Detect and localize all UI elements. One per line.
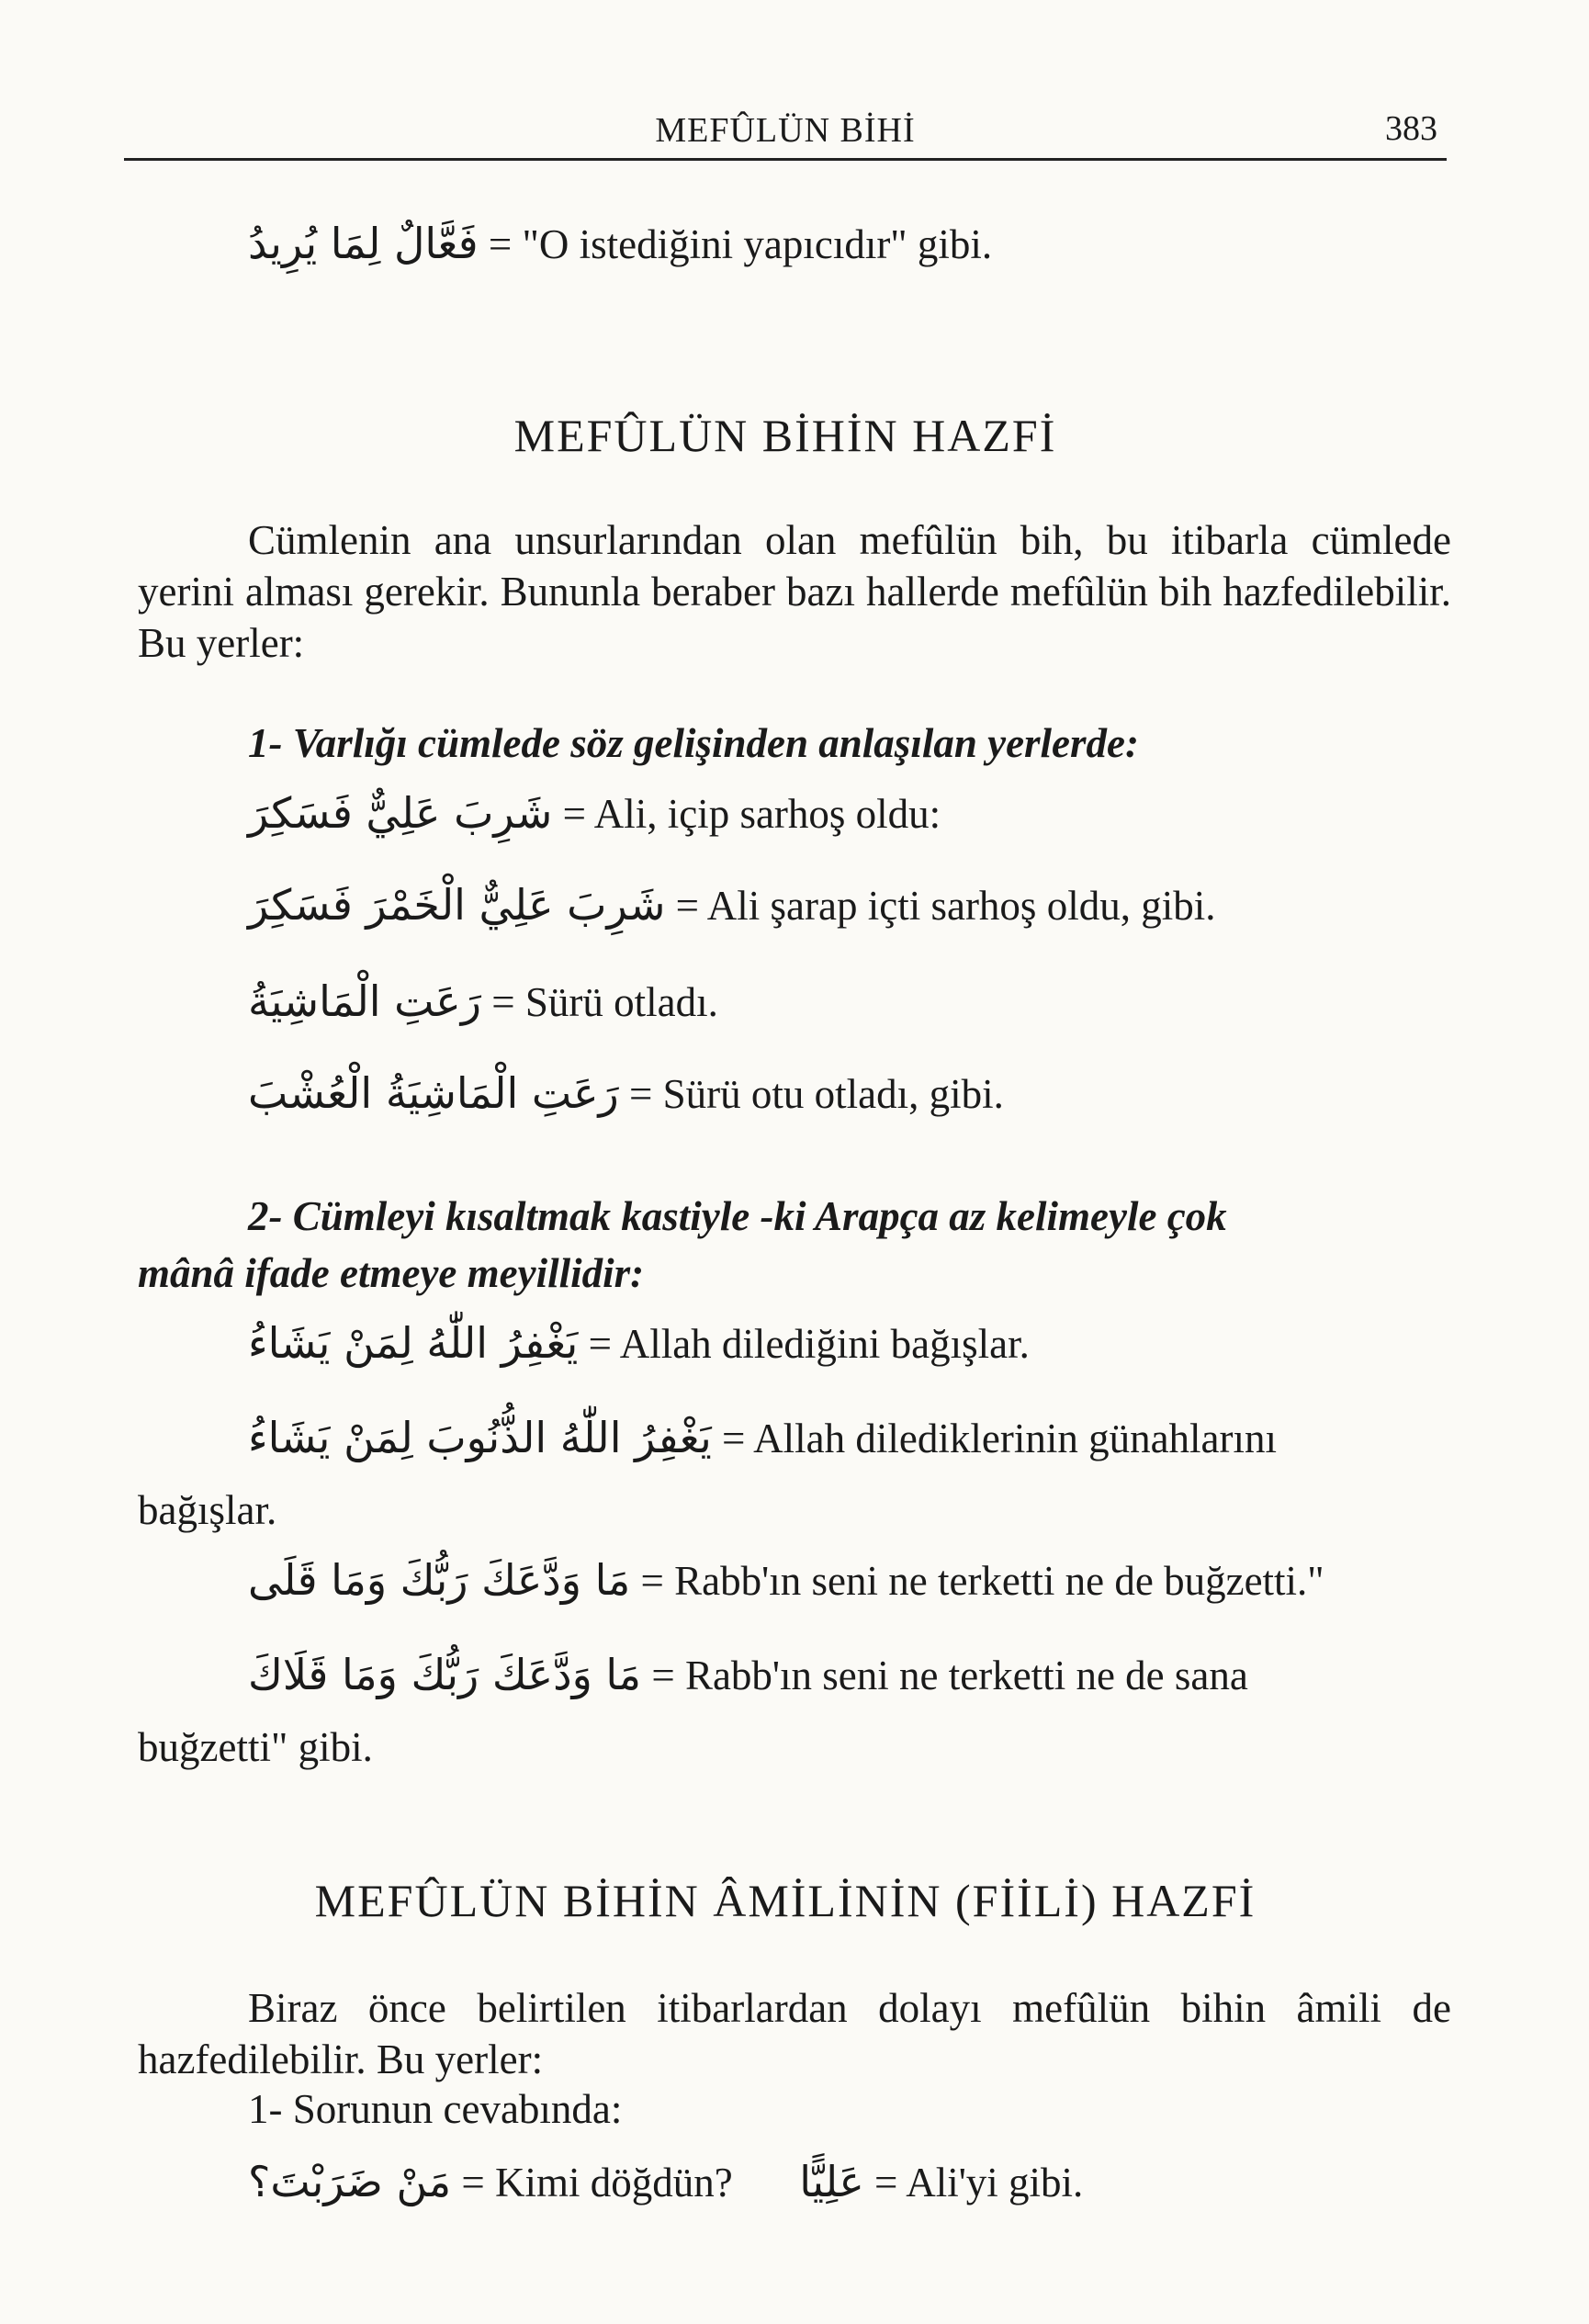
example-row bbox=[248, 978, 718, 1026]
arabic-answer: عَلِيًّا bbox=[799, 2157, 864, 2206]
subheading-1: 1- Varlığı cümlede söz gelişinden anlaşılan yerlerde: bbox=[248, 720, 1140, 766]
section-heading-1: MEFÛLÜN BİHİN HAZFİ bbox=[513, 410, 1057, 461]
translation: = "O istediğini yapıcıdır" gibi. bbox=[488, 221, 993, 267]
continuation-line: buğzetti" gibi. bbox=[138, 1724, 373, 1770]
item-1: 1- Sorunun cevabında: bbox=[248, 2086, 623, 2132]
question-translation: = Kimi döğdün? bbox=[461, 2160, 733, 2206]
paragraph-text: Biraz önce belirtilen itibarlardan dolayı mefûlün bihin âmili de hazfedilebilir. Bu yerler: bbox=[138, 1985, 1451, 2082]
arabic-phrase: رَعَتِ الْمَاشِيَةُ bbox=[248, 976, 481, 1026]
translation: = Sürü otladı. bbox=[491, 979, 718, 1025]
section1-paragraph bbox=[138, 514, 1451, 669]
translation: = Allah dilediklerinin günahlarını bbox=[722, 1416, 1278, 1461]
section-heading-2: MEFÛLÜN BİHİN ÂMİLİNİN (FİİLİ) HAZFİ bbox=[314, 1875, 1257, 1926]
example-row bbox=[248, 1652, 1248, 1699]
translation: = Sürü otu otladı, gibi. bbox=[629, 1071, 1004, 1117]
example-row bbox=[248, 882, 1215, 930]
arabic-phrase: شَرِبَ عَلِيٌّ فَسَكِرَ bbox=[248, 788, 553, 838]
arabic-phrase: مَا وَدَّعَكَ رَبُّكَ وَمَا قَلَاكَ bbox=[248, 1650, 642, 1699]
subheading-2-line2: mânâ ifade etmeye meyillidir: bbox=[138, 1250, 645, 1296]
arabic-phrase: يَغْفِرُ اللّٰهُ لِمَنْ يَشَاءُ bbox=[248, 1318, 579, 1368]
running-title: MEFÛLÜN BİHİ bbox=[655, 111, 916, 150]
translation: = Allah dilediğini bağışlar. bbox=[588, 1321, 1030, 1367]
arabic-phrase: مَا وَدَّعَكَ رَبُّكَ وَمَا قَلَى bbox=[248, 1555, 631, 1605]
page-header bbox=[124, 101, 1447, 161]
example-row bbox=[248, 1320, 1030, 1368]
continuation-line: bağışlar. bbox=[138, 1487, 277, 1533]
example-row bbox=[248, 1070, 1004, 1118]
subheading-2-line1: 2- Cümleyi kısaltmak kastiyle -ki Arapça az kelimeyle çok bbox=[248, 1193, 1227, 1239]
arabic-question: مَنْ ضَرَبْتَ؟ bbox=[248, 2157, 452, 2206]
arabic-phrase: شَرِبَ عَلِيٌّ الْخَمْرَ فَسَكِرَ bbox=[248, 880, 666, 930]
example-row bbox=[248, 1557, 1324, 1605]
arabic-phrase: يَغْفِرُ اللّٰهُ الذُّنُوبَ لِمَنْ يَشَاءُ bbox=[248, 1413, 712, 1462]
example-row bbox=[248, 790, 941, 838]
translation: = Rabb'ın seni ne terketti ne de buğzetti." bbox=[640, 1558, 1324, 1604]
example-row bbox=[248, 1415, 1277, 1462]
translation: = Rabb'ın seni ne terketti ne de sana bbox=[651, 1653, 1248, 1698]
example-row bbox=[248, 2159, 1083, 2206]
page-number: 383 bbox=[1385, 109, 1437, 148]
translation: = Ali şarap içti sarhoş oldu, gibi. bbox=[675, 883, 1216, 929]
paragraph-text: Cümlenin ana unsurlarından olan mefûlün bih, bu itibarla cümlede yerini alması gerekir. Bununla beraber bazı hallerde mefûlün bih hazfedilebilir. Bu yerler: bbox=[138, 517, 1451, 666]
translation: = Ali, içip sarhoş oldu: bbox=[562, 791, 941, 837]
arabic-phrase: رَعَتِ الْمَاشِيَةُ الْعُشْبَ bbox=[248, 1068, 619, 1118]
intro-example bbox=[248, 220, 992, 268]
arabic-phrase: فَعَّالٌ لِمَا يُرِيدُ bbox=[248, 219, 479, 268]
answer-translation: = Ali'yi gibi. bbox=[874, 2160, 1084, 2206]
section2-paragraph bbox=[138, 1982, 1451, 2085]
